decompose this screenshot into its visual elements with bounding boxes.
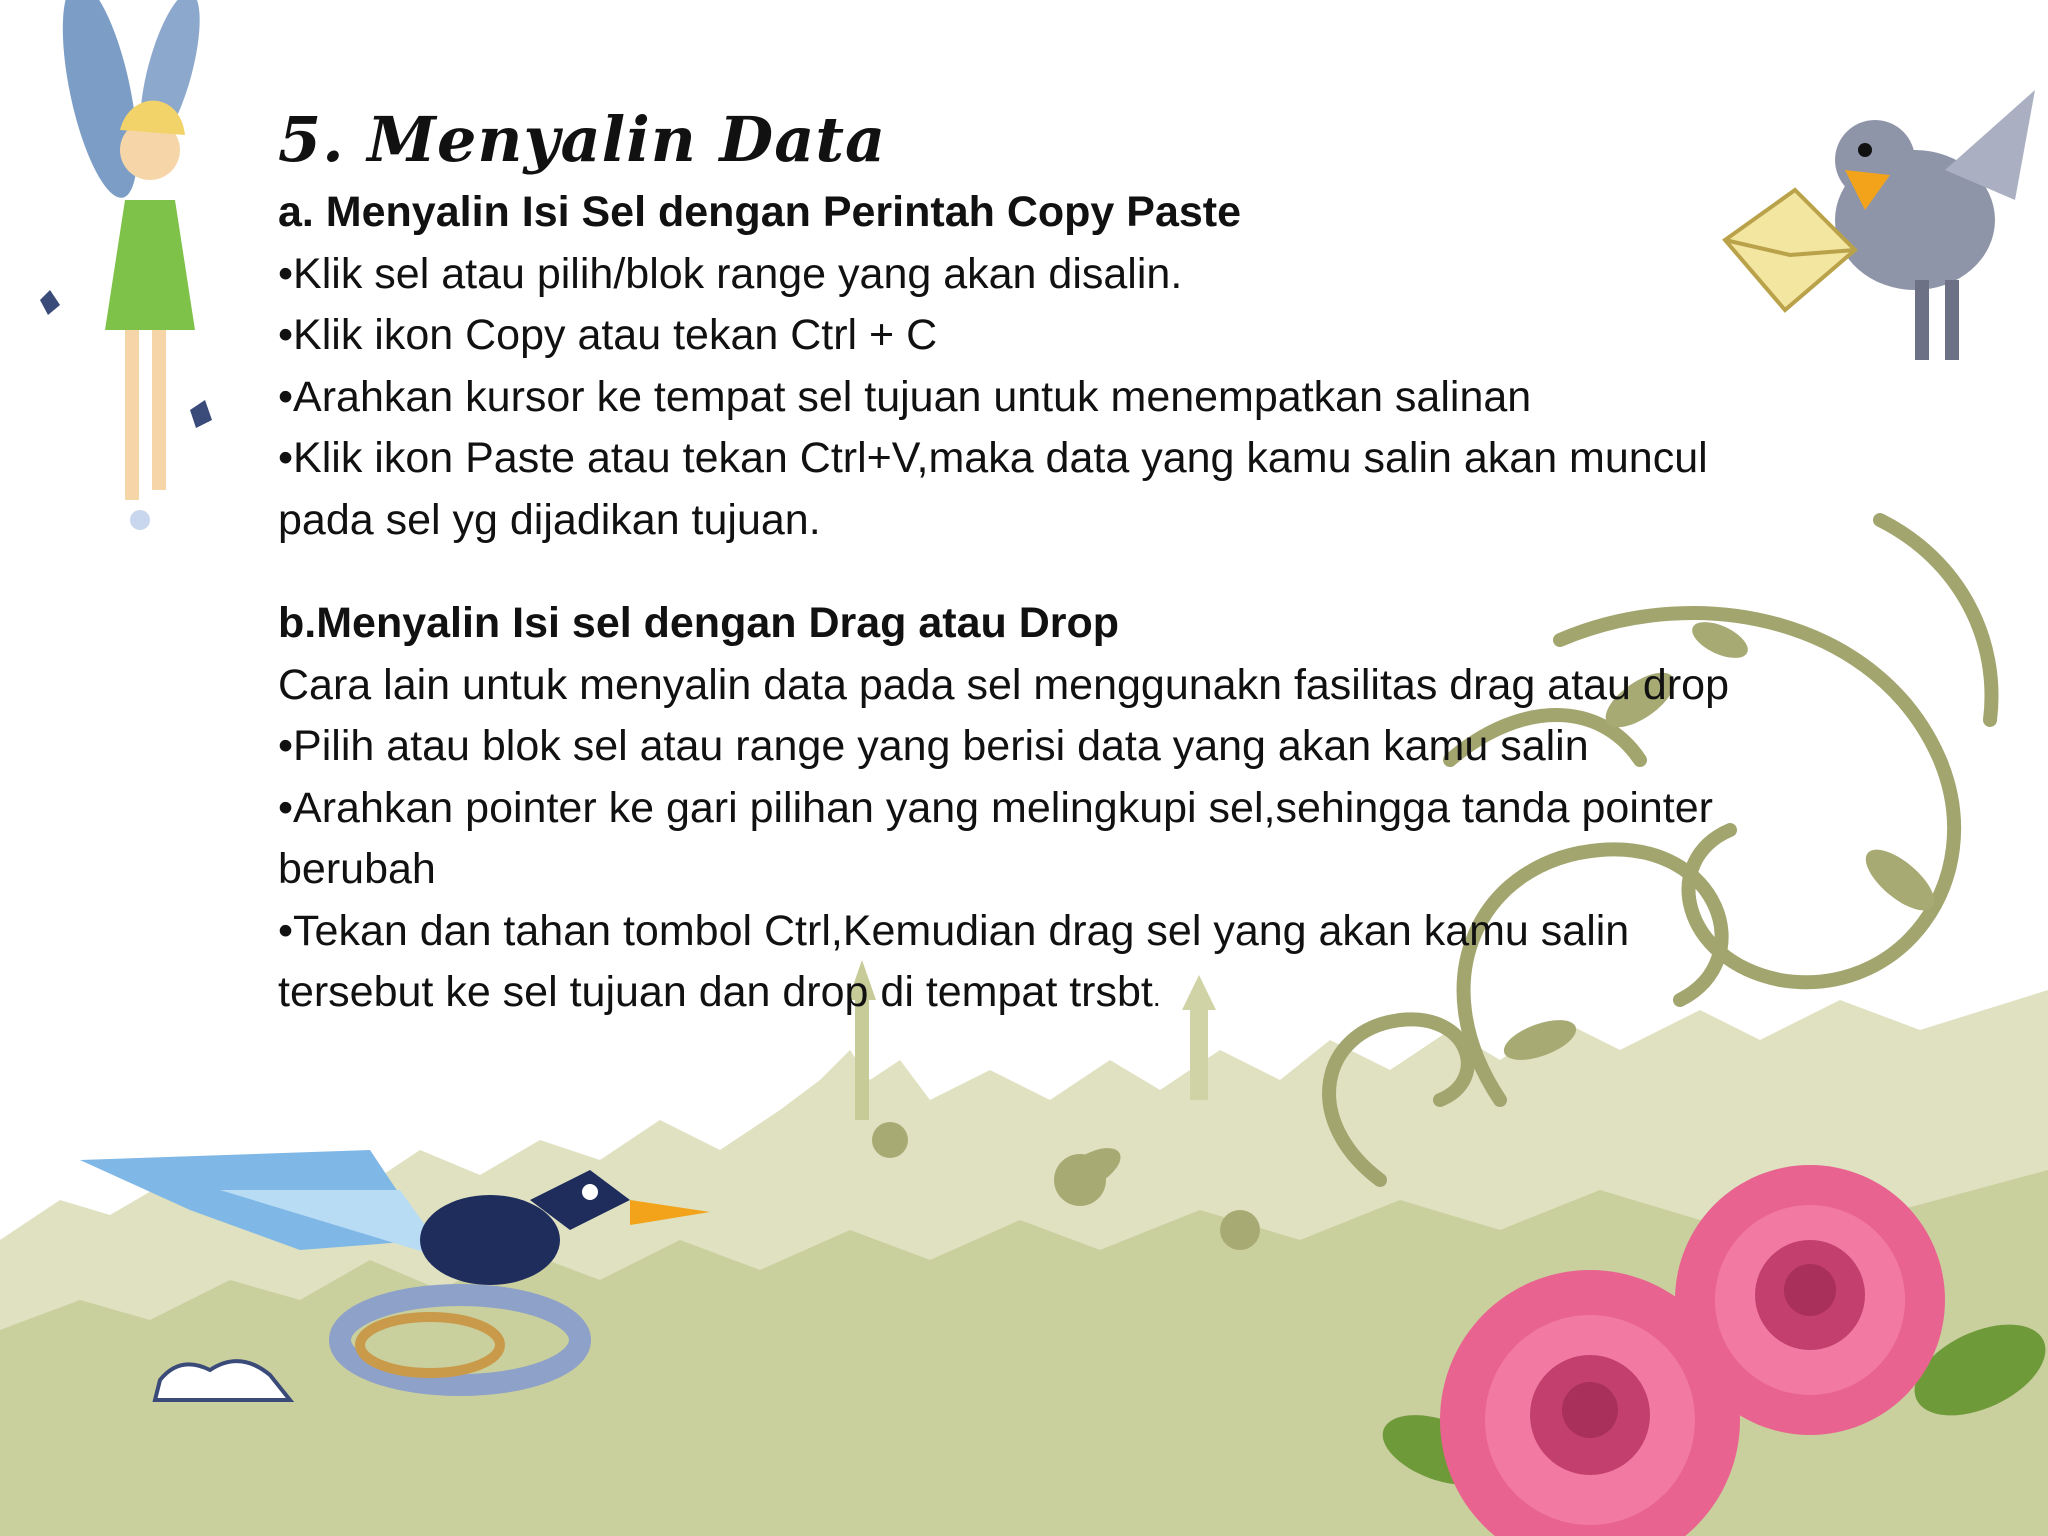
section-a-line: pada sel yg dijadikan tujuan. [278,495,821,544]
slide-title: 5. Menyalin Data [278,103,887,176]
section-b-line: •Arahkan pointer ke gari pilihan yang melingkupi sel,sehingga tanda pointer [278,783,1713,832]
section-b-line: Cara lain untuk menyalin data pada sel menggunakn fasilitas drag atau drop [278,660,1729,709]
trailing-dot: . [1152,981,1161,1012]
section-b-heading: b.Menyalin Isi sel dengan Drag atau Drop [278,599,1120,647]
section-a-line: •Klik sel atau pilih/blok range yang akan disalin. [278,249,1183,298]
slide-content [278,100,1858,1028]
section-a-line: •Klik ikon Copy atau tekan Ctrl + C [278,311,938,359]
section-b-line: •Pilih atau blok sel atau range yang berisi data yang akan kamu salin [278,722,1589,770]
fairy-clipart-icon [20,0,220,550]
section-b-last-line [278,962,1858,1028]
section-a-line: •Klik ikon Paste atau tekan Ctrl+V,maka data yang kamu salin akan muncul [278,434,1708,482]
section-spacer [278,551,1858,593]
section-a-heading: a. Menyalin Isi Sel dengan Perintah Copy Paste [278,188,1242,236]
section-b-line: •Tekan dan tahan tombol Ctrl,Kemudian drag sel yang akan kamu salin [278,906,1630,955]
roadrunner-clipart-icon [70,1130,750,1430]
section-b-line-text: tersebut ke sel tujuan dan drop di tempat trsbt [278,968,1153,1016]
section-a-line: •Arahkan kursor ke tempat sel tujuan untuk menempatkan salinan [278,372,1532,421]
section-b-line: berubah [278,845,436,893]
